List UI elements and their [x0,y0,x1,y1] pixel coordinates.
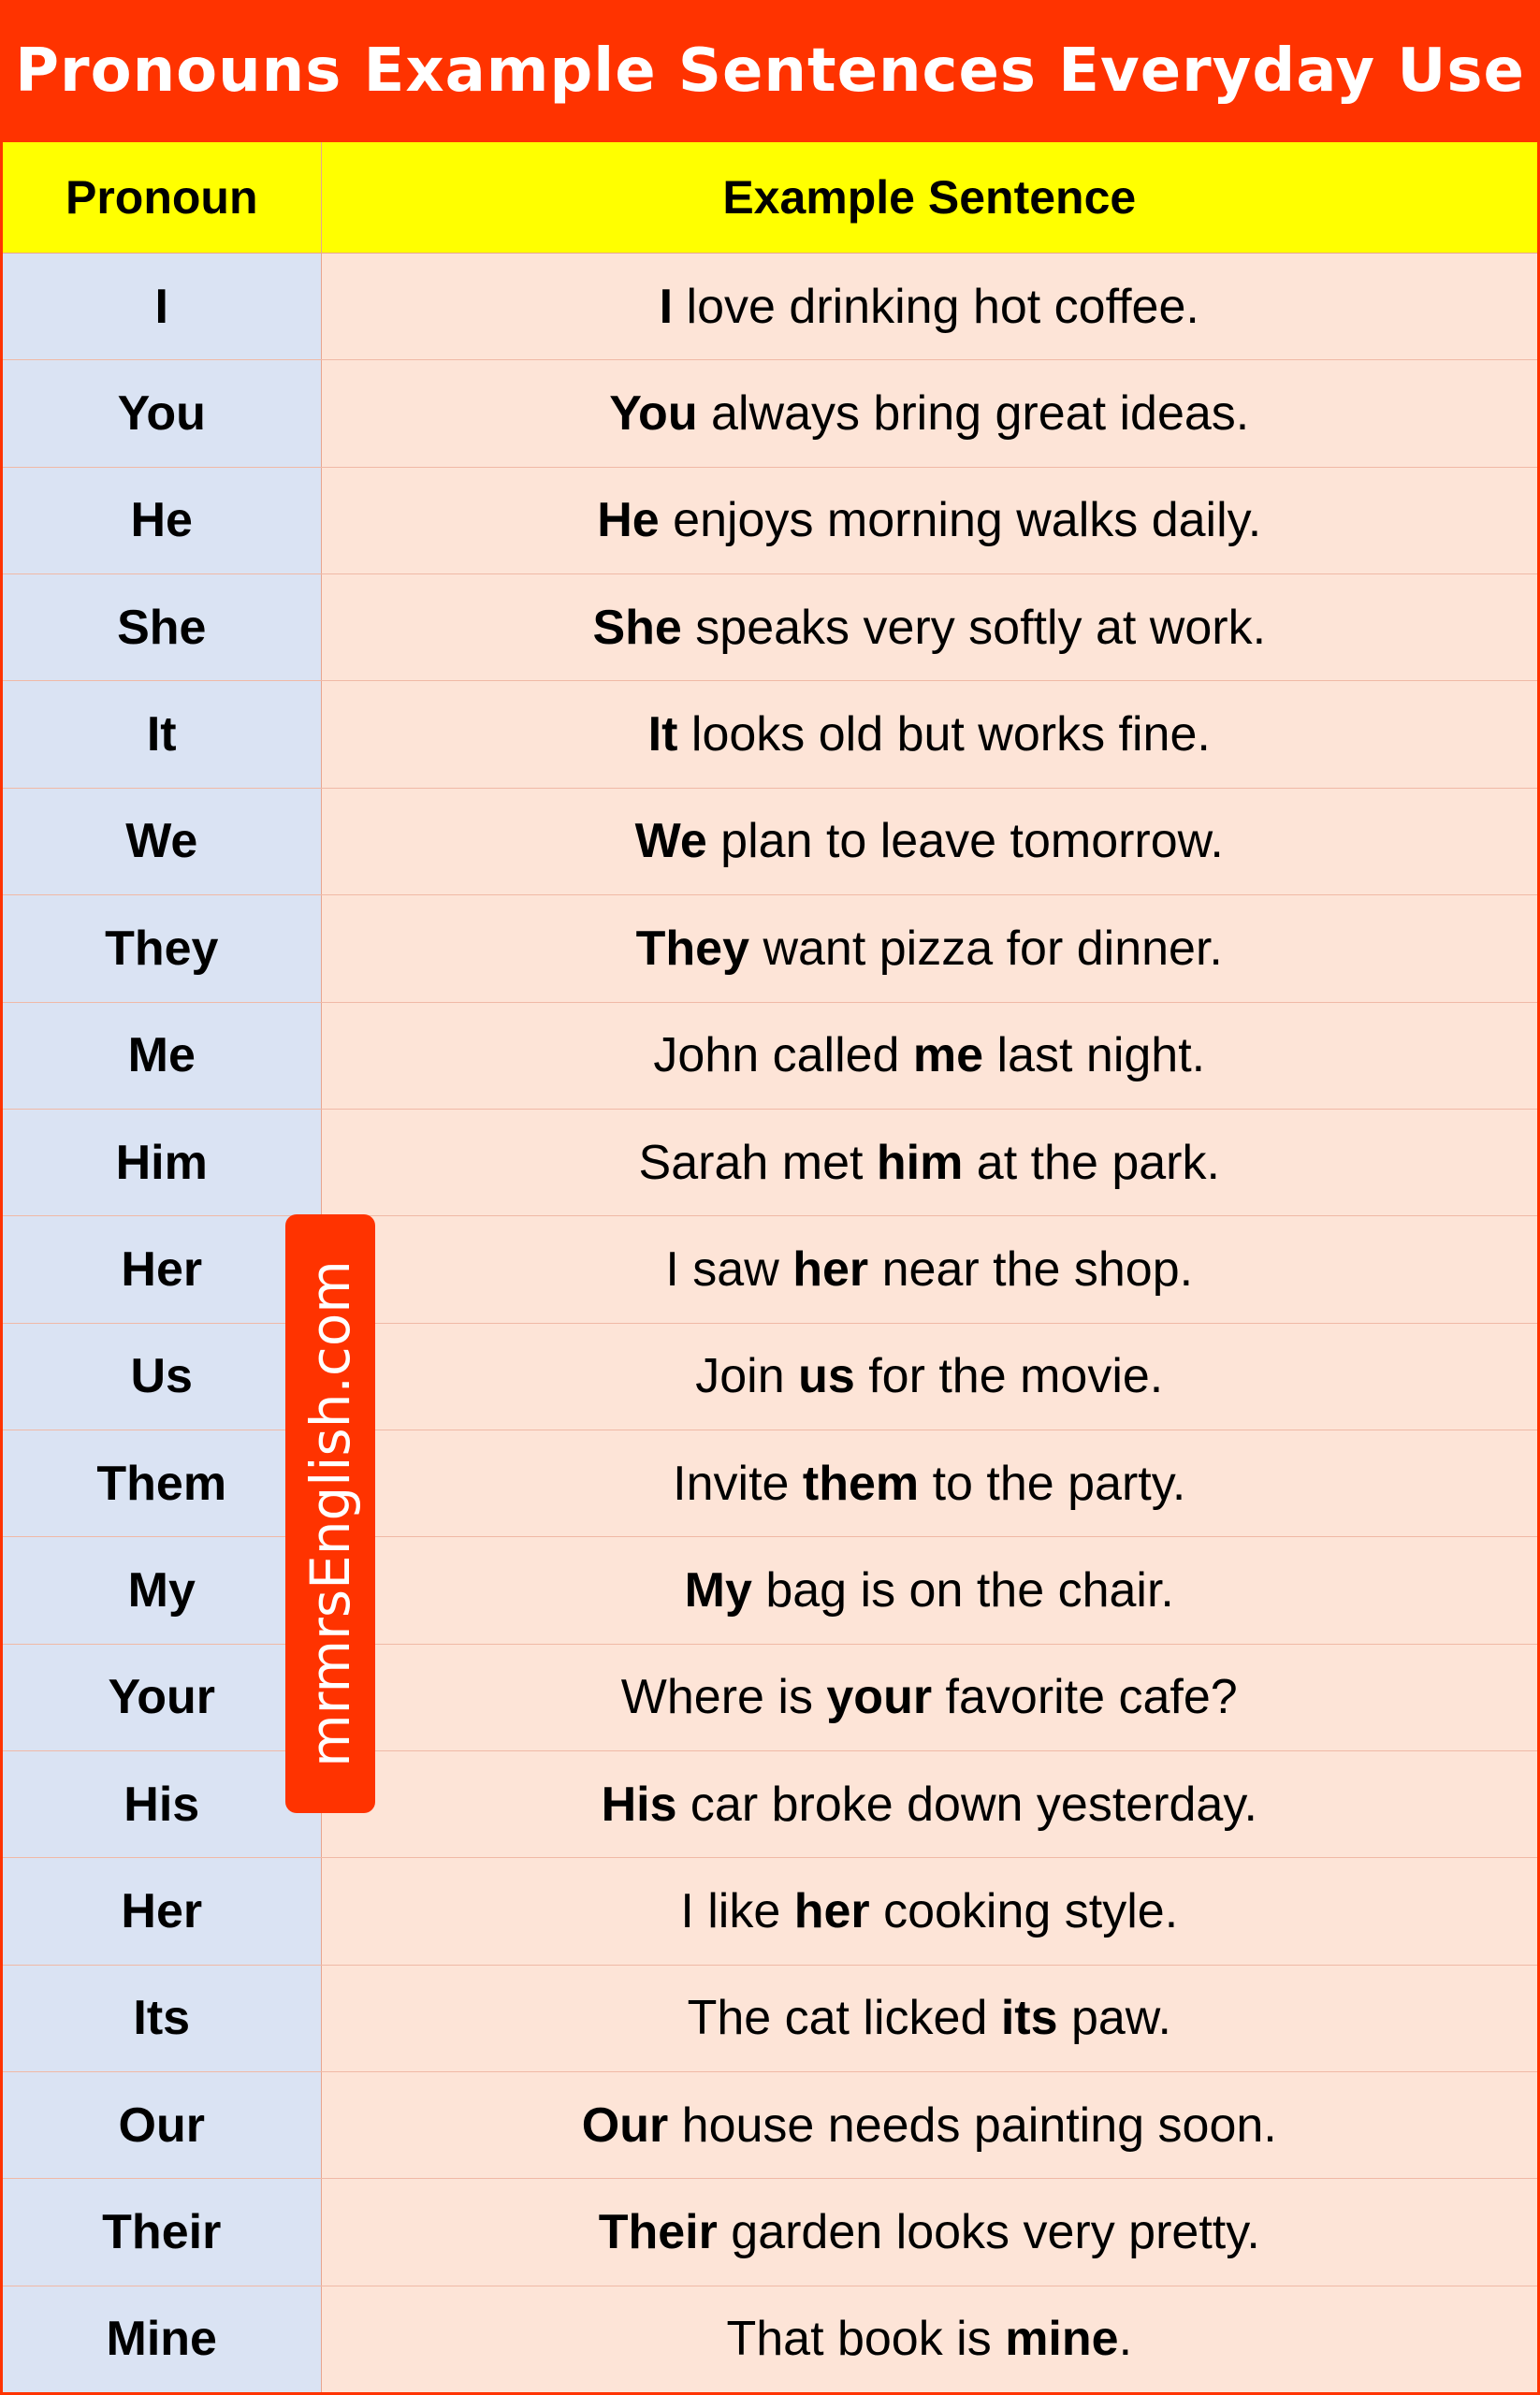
table-row [3,254,1537,360]
sentence-cell [321,2286,1537,2392]
pronoun-table-container [0,142,1540,2395]
sentence-text-after: plan to leave tomorrow. [706,814,1224,869]
pronoun-cell: Them [3,1430,321,1536]
sentence-text-after: paw. [1057,1991,1171,2046]
sentence-text-after: love drinking hot coffee. [673,279,1199,334]
sentence-pronoun-highlight: We [634,814,707,869]
table-row [3,788,1537,894]
sentence-cell [321,788,1537,894]
sentence-cell [321,1002,1537,1109]
table-row [3,1323,1537,1430]
table-row [3,1109,1537,1215]
pronoun-cell: We [3,788,321,894]
sentence-text-before: Invite [673,1456,803,1511]
pronoun-cell: She [3,574,321,681]
sentence-pronoun-highlight: me [912,1028,984,1083]
pronoun-cell: His [3,1751,321,1858]
sentence-pronoun-highlight: your [826,1670,933,1725]
sentence-text-after: looks old but works fine. [677,707,1211,762]
sentence-pronoun-highlight: It [647,707,678,762]
table-row [3,1537,1537,1644]
table-row [3,2072,1537,2179]
pronoun-cell: Us [3,1323,321,1430]
sentence-cell [321,2179,1537,2286]
pronoun-cell: Its [3,1965,321,2071]
sentence-text-before: I like [680,1884,794,1939]
sentence-text-before: The cat licked [687,1991,1001,2046]
sentence-cell [321,360,1537,467]
pronoun-cell: You [3,360,321,467]
sentence-text-after: house needs painting soon. [668,2097,1277,2153]
watermark-text: mrmrsEnglish.com [298,1260,363,1767]
pronoun-cell: Her [3,1858,321,1965]
table-header-row [3,142,1537,254]
sentence-cell [321,681,1537,788]
sentence-pronoun-highlight: us [798,1349,855,1404]
sentence-cell [321,1323,1537,1430]
sentence-text-before: Sarah met [638,1135,877,1190]
sentence-cell [321,254,1537,360]
sentence-text-after: near the shop. [868,1241,1194,1297]
sentence-cell [321,895,1537,1002]
sentence-cell [321,1858,1537,1965]
sentence-text-before: John called [653,1028,913,1083]
sentence-pronoun-highlight: You [609,386,698,442]
sentence-text-after: bag is on the chair. [751,1562,1174,1618]
table-row [3,1430,1537,1536]
sentence-text-after: enjoys morning walks daily. [659,493,1262,548]
sentence-pronoun-highlight: her [792,1241,869,1297]
table-row [3,1644,1537,1750]
pronoun-cell: Our [3,2072,321,2179]
sentence-pronoun-highlight: I [659,279,674,334]
table-row [3,895,1537,1002]
table-row [3,1965,1537,2071]
sentence-text-after: always bring great ideas. [697,386,1250,442]
table-body [3,254,1537,2393]
table-row [3,681,1537,788]
table-row [3,1216,1537,1323]
sentence-text-before: Join [695,1349,799,1404]
sentence-cell [321,1537,1537,1644]
sentence-pronoun-highlight: My [684,1562,752,1618]
title-bar [0,0,1540,142]
sentence-cell [321,1644,1537,1750]
pronoun-cell: Your [3,1644,321,1750]
sentence-text-after: cooking style. [869,1884,1179,1939]
sentence-pronoun-highlight: mine [1005,2312,1119,2367]
sentence-cell [321,1965,1537,2071]
table-row [3,2179,1537,2286]
sentence-cell [321,1216,1537,1323]
sentence-text-after: want pizza for dinner. [749,921,1223,976]
sentence-text-after: for the movie. [854,1349,1164,1404]
table-row [3,1858,1537,1965]
pronoun-cell: My [3,1537,321,1644]
sentence-text-after: to the party. [919,1456,1186,1511]
sentence-text-before: I saw [665,1241,793,1297]
table-row [3,574,1537,681]
sentence-pronoun-highlight: Their [598,2205,718,2260]
header-pronoun: Pronoun [3,142,321,254]
sentence-pronoun-highlight: She [592,600,682,655]
sentence-pronoun-highlight: His [601,1777,677,1832]
sentence-text-before: That book is [726,2312,1006,2367]
table-row [3,360,1537,467]
sentence-cell [321,2072,1537,2179]
sentence-text-after: last night. [983,1028,1206,1083]
sentence-cell [321,467,1537,573]
sentence-pronoun-highlight: Our [581,2097,669,2153]
sentence-text-after: garden looks very pretty. [717,2205,1260,2260]
sentence-cell [321,1430,1537,1536]
pronoun-cell: He [3,467,321,573]
sentence-cell [321,1751,1537,1858]
sentence-text-after: at the park. [963,1135,1220,1190]
pronoun-cell: I [3,254,321,360]
pronoun-cell: Their [3,2179,321,2286]
table-row [3,1751,1537,1858]
sentence-pronoun-highlight: him [876,1135,964,1190]
table-row [3,2286,1537,2392]
pronoun-cell: Mine [3,2286,321,2392]
pronoun-cell: Me [3,1002,321,1109]
pronoun-cell: Him [3,1109,321,1215]
sentence-text-after: speaks very softly at work. [681,600,1267,655]
pronoun-cell: They [3,895,321,1002]
sentence-cell [321,1109,1537,1215]
header-example-sentence: Example Sentence [321,142,1537,254]
pronoun-cell: Her [3,1216,321,1323]
page-title: Pronouns Example Sentences Everyday Use [15,36,1525,106]
table-row [3,467,1537,573]
sentence-pronoun-highlight: He [597,493,660,548]
sentence-text-after: car broke down yesterday. [676,1777,1257,1832]
sentence-cell [321,574,1537,681]
sentence-pronoun-highlight: her [793,1884,870,1939]
pronoun-cell: It [3,681,321,788]
sentence-pronoun-highlight: them [802,1456,920,1511]
sentence-text-before: Where is [620,1670,827,1725]
pronoun-table [3,142,1537,2392]
sentence-pronoun-highlight: its [1000,1991,1058,2046]
table-row [3,1002,1537,1109]
watermark-badge [285,1214,375,1813]
sentence-pronoun-highlight: They [635,921,750,976]
sentence-text-after: favorite cafe? [932,1670,1238,1725]
sentence-text-after: . [1118,2312,1133,2367]
